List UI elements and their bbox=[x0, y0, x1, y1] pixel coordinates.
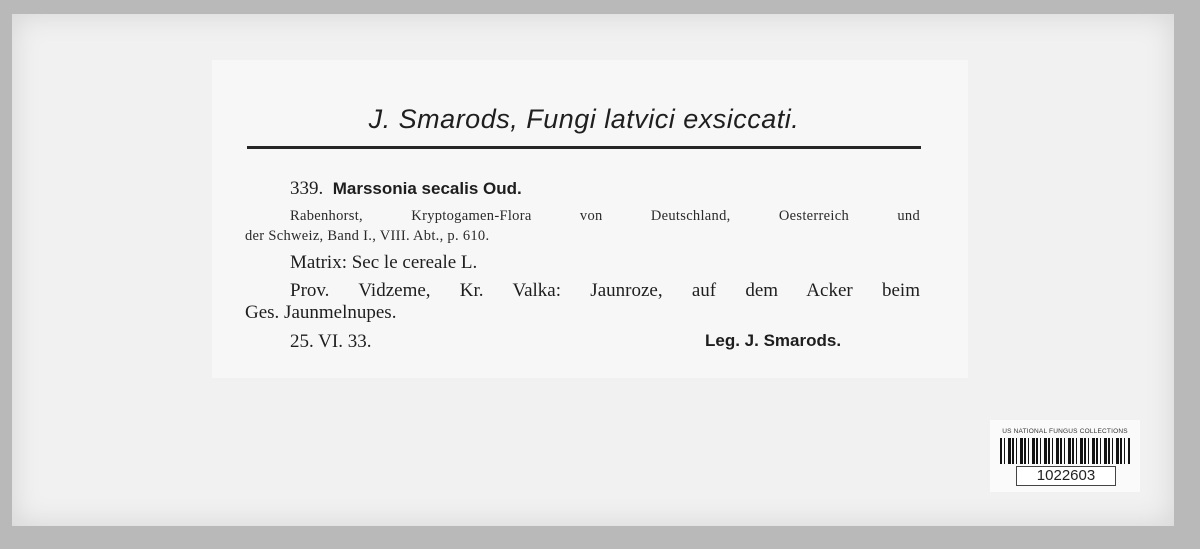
species-name: Marssonia secalis Oud. bbox=[332, 179, 522, 198]
collector: Leg. J. Smarods. bbox=[705, 331, 842, 350]
location-line-2: Ges. Jaunmelnupes. bbox=[245, 302, 397, 323]
label-title: J. Smarods, Fungi latvici exsiccati. bbox=[368, 104, 800, 134]
collection-date: 25. VI. 33. bbox=[290, 331, 372, 352]
barcode-number: 1022603 bbox=[1016, 466, 1116, 486]
matrix-line: Matrix: Sec le cereale L. bbox=[290, 252, 478, 273]
title-rule bbox=[247, 146, 921, 149]
barcode-icon bbox=[1000, 438, 1130, 464]
reference-line-2: der Schweiz, Band I., VIII. Abt., p. 610. bbox=[245, 228, 490, 244]
barcode-label bbox=[990, 420, 1140, 492]
species-line bbox=[290, 178, 522, 200]
barcode-header: US NATIONAL FUNGUS COLLECTIONS bbox=[1002, 428, 1128, 435]
location-line-1: Prov. Vidzeme, Kr. Valka: Jaunroze, auf dem Acker beim bbox=[290, 280, 920, 301]
reference-line-1: Rabenhorst, Kryptogamen-Flora von Deutschland, Oesterreich und bbox=[290, 208, 920, 224]
specimen-number: 339. bbox=[290, 178, 324, 199]
